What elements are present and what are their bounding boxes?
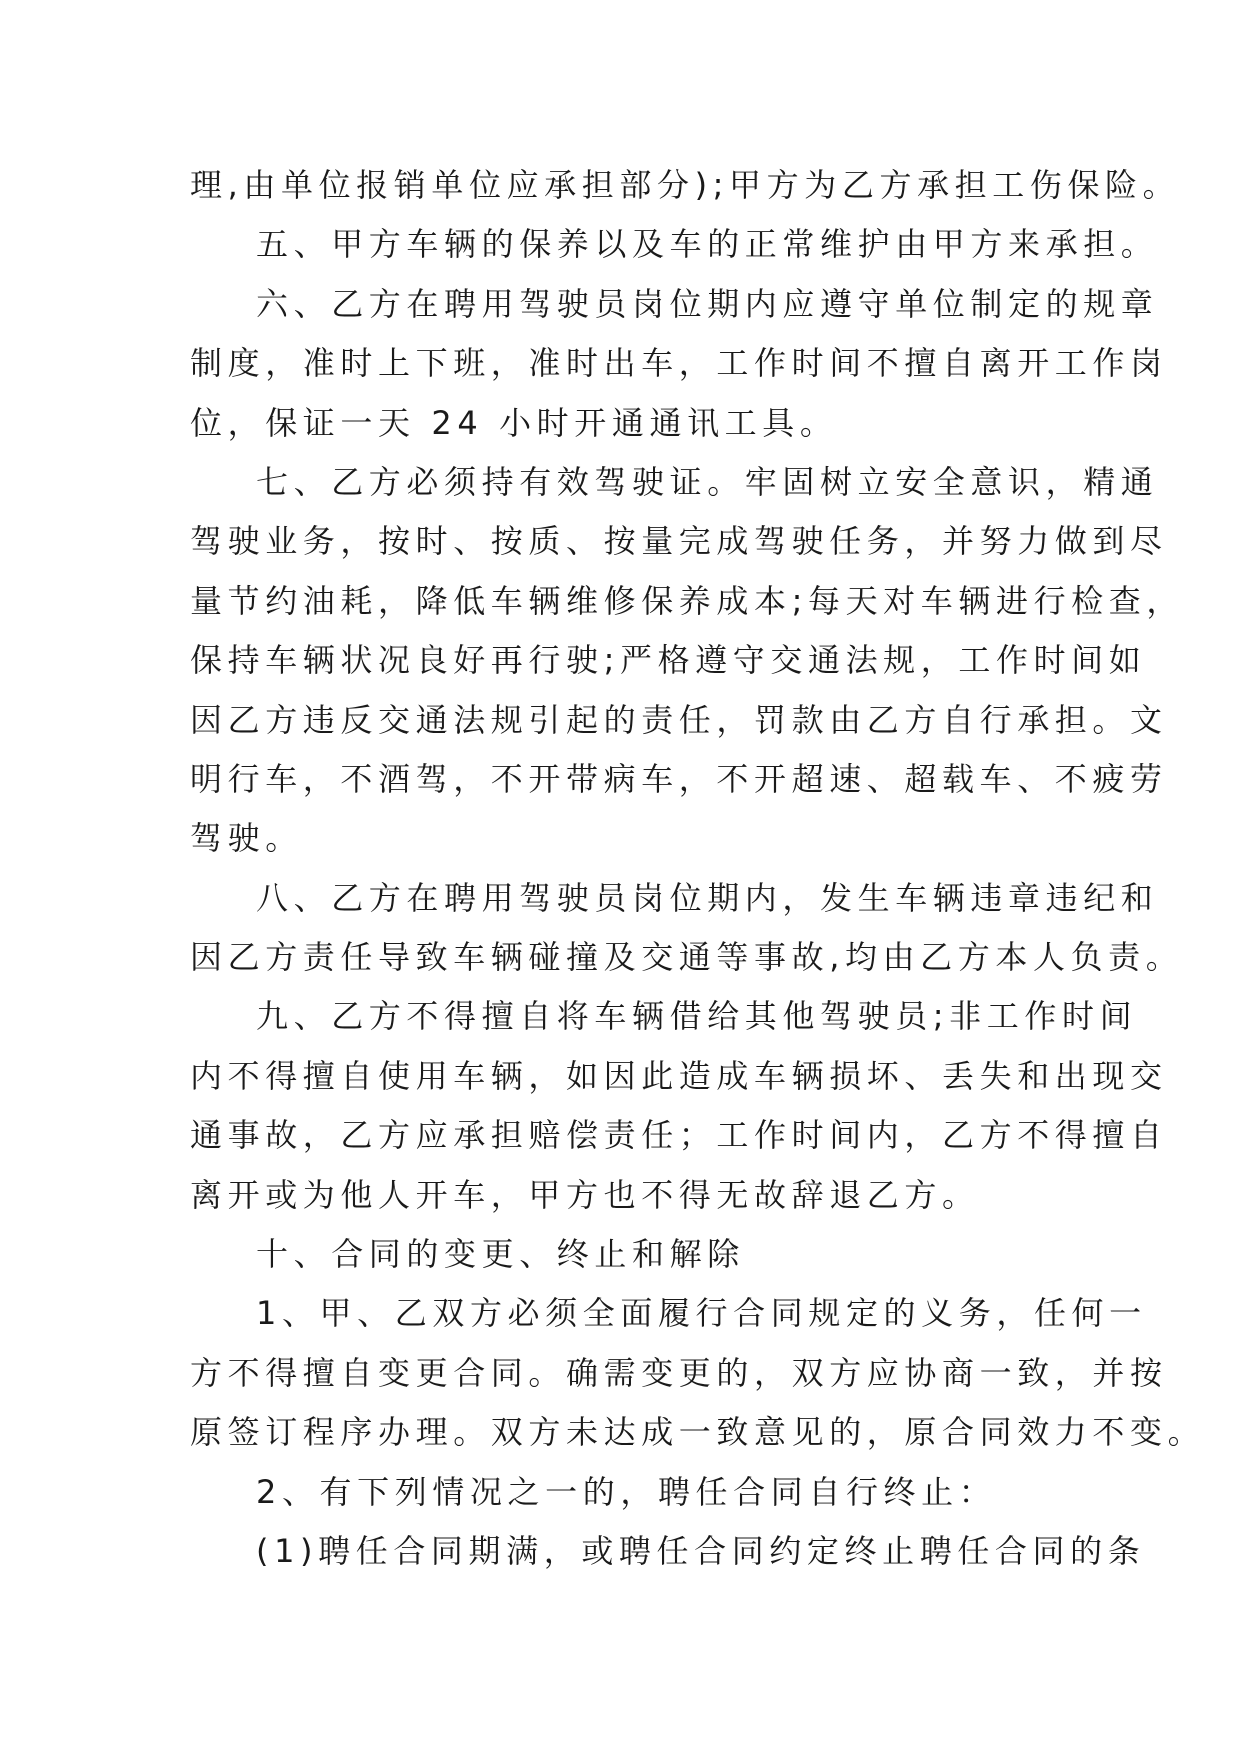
document-body bbox=[190, 156, 1206, 1581]
text-line: 六、乙方在聘用驾驶员岗位期内应遵守单位制定的规章 bbox=[256, 284, 1159, 323]
text-line: 七、乙方必须持有效驾驶证。牢固树立安全意识，精通 bbox=[256, 462, 1159, 501]
text-line: 驾驶。 bbox=[190, 819, 303, 858]
text-line: 九、乙方不得擅自将车辆借给其他驾驶员;非工作时间 bbox=[256, 997, 1138, 1036]
text-line: 1、甲、乙双方必须全面履行合同规定的义务，任何一 bbox=[256, 1294, 1147, 1333]
text-line: 因乙方违反交通法规引起的责任，罚款由乙方自行承担。文 bbox=[190, 700, 1168, 739]
text-line: 方不得擅自变更合同。确需变更的，双方应协商一致，并按 bbox=[190, 1353, 1168, 1392]
text-line: 通事故，乙方应承担赔偿责任；工作时间内，乙方不得擅自 bbox=[190, 1116, 1168, 1155]
text-line: 理,由单位报销单位应承担部分);甲方为乙方承担工伤保险。 bbox=[190, 166, 1181, 204]
text-line: (1)聘任合同期满，或聘任合同约定终止聘任合同的条 bbox=[256, 1531, 1146, 1570]
text-line: 八、乙方在聘用驾驶员岗位期内，发生车辆违章违纪和 bbox=[256, 878, 1159, 917]
text-line: 位，保证一天 24 小时开通通讯工具。 bbox=[190, 403, 838, 442]
text-line: 五、甲方车辆的保养以及车的正常维护由甲方来承担。 bbox=[256, 225, 1159, 264]
text-line: 因乙方责任导致车辆碰撞及交通等事故,均由乙方本人负责。 bbox=[190, 938, 1184, 977]
text-line: 制度，准时上下班，准时出车，工作时间不擅自离开工作岗 bbox=[190, 344, 1168, 383]
text-line: 2、有下列情况之一的，聘任合同自行终止： bbox=[256, 1472, 997, 1511]
text-line: 驾驶业务，按时、按质、按量完成驾驶任务，并努力做到尽 bbox=[190, 522, 1168, 561]
text-line: 十、合同的变更、终止和解除 bbox=[256, 1235, 745, 1274]
text-line: 内不得擅自使用车辆，如因此造成车辆损坏、丢失和出现交 bbox=[190, 1056, 1168, 1095]
text-line: 量节约油耗，降低车辆维修保养成本;每天对车辆进行检查， bbox=[190, 581, 1184, 620]
text-line: 离开或为他人开车，甲方也不得无故辞退乙方。 bbox=[190, 1175, 980, 1214]
text-line: 原签订程序办理。双方未达成一致意见的，原合同效力不变。 bbox=[190, 1413, 1206, 1452]
text-line: 保持车辆状况良好再行驶;严格遵守交通法规，工作时间如 bbox=[190, 641, 1147, 680]
text-line: 明行车，不酒驾，不开带病车，不开超速、超载车、不疲劳 bbox=[190, 759, 1168, 798]
